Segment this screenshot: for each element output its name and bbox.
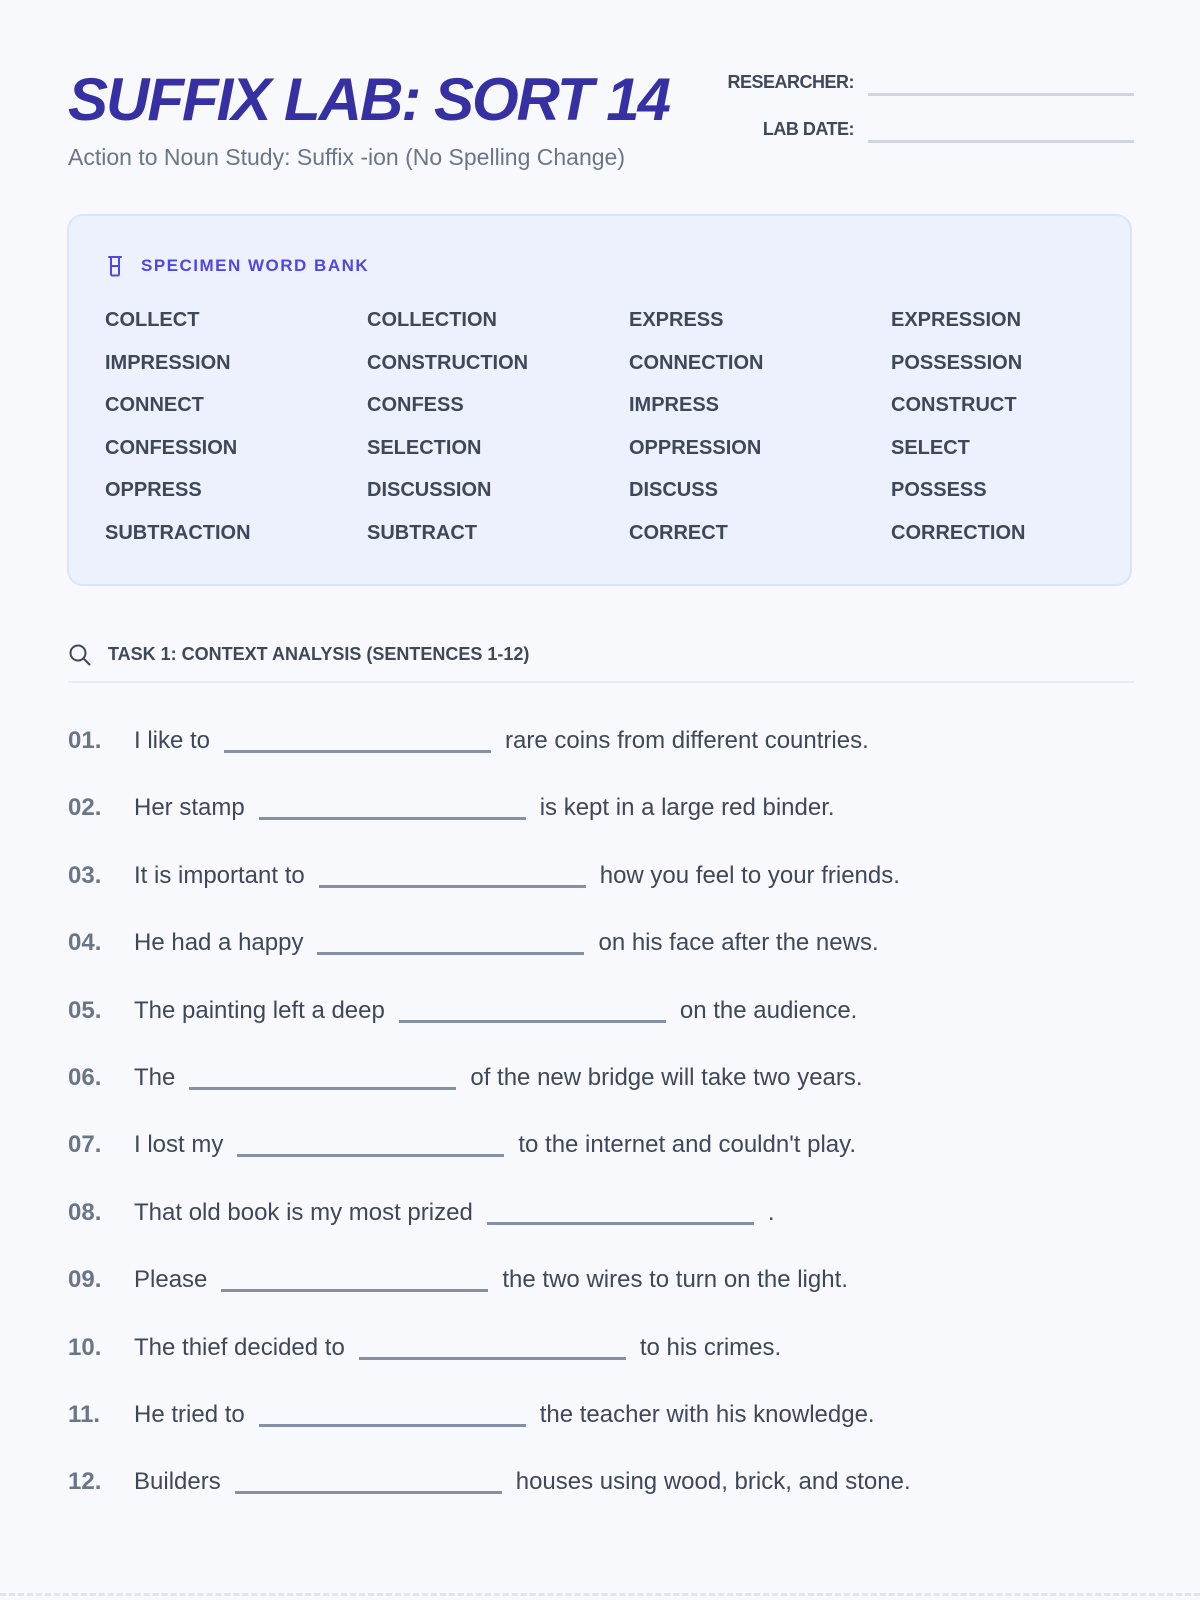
word-bank-word: CONFESS xyxy=(367,394,464,416)
sentence-text-before: He tried to xyxy=(134,1401,245,1428)
word-bank-word: COLLECTION xyxy=(367,309,497,331)
answer-blank[interactable] xyxy=(259,817,526,820)
sentence-text-before: He had a happy xyxy=(134,929,304,957)
word-bank-word: CORRECT xyxy=(629,521,728,544)
answer-blank[interactable] xyxy=(487,1222,754,1225)
word-bank-word: CONSTRUCT xyxy=(891,394,1017,416)
researcher-row xyxy=(700,68,1134,98)
sentence-item xyxy=(68,1059,863,1093)
researcher-field[interactable] xyxy=(868,93,1134,96)
answer-blank[interactable] xyxy=(221,1289,488,1292)
sentence-item xyxy=(68,1329,781,1363)
sentence-text-after: on his face after the news. xyxy=(598,929,879,957)
page-bottom-border xyxy=(0,1593,1200,1596)
word-bank-title: SPECIMEN WORD BANK xyxy=(141,256,370,275)
word-bank-word: EXPRESSION xyxy=(891,309,1022,331)
word-bank-word: CORRECTION xyxy=(891,521,1026,544)
word-bank-word: CONSTRUCTION xyxy=(367,351,529,374)
sentence-number: 11. xyxy=(68,1401,101,1428)
sentence-item xyxy=(68,1261,848,1295)
sentence-text-after: houses using wood, brick, and stone. xyxy=(515,1468,911,1496)
sentence-text-after: the two wires to turn on the light. xyxy=(502,1266,848,1294)
sentence-number: 02. xyxy=(68,794,102,822)
sentence-number: 08. xyxy=(68,1198,102,1226)
word-bank-word: EXPRESS xyxy=(629,309,724,331)
word-bank-word: DISCUSS xyxy=(629,479,718,501)
sentence-number: 12. xyxy=(68,1468,102,1496)
word-bank-word: IMPRESSION xyxy=(105,351,231,374)
sentence-item xyxy=(68,1194,774,1228)
sentence-number: 09. xyxy=(68,1266,102,1294)
sentence-item xyxy=(68,992,857,1026)
page-title: SUFFIX LAB: SORT 14 xyxy=(68,66,669,133)
word-bank-word: OPPRESS xyxy=(105,479,202,501)
sentence-text-after: the teacher with his knowledge. xyxy=(539,1401,875,1428)
sentence-number: 07. xyxy=(68,1131,102,1159)
answer-blank[interactable] xyxy=(319,885,586,888)
sentence-text-before: The xyxy=(134,1064,176,1091)
sentence-text-before: The thief decided to xyxy=(134,1333,345,1361)
word-bank-word: IMPRESS xyxy=(629,394,720,416)
sentence-text-before: I lost my xyxy=(134,1131,224,1159)
sentence-text-before: That old book is my most prized xyxy=(134,1198,473,1226)
word-bank-word: SELECTION xyxy=(367,436,482,459)
answer-blank[interactable] xyxy=(224,750,491,753)
sentence-text-after: rare coins from different countries. xyxy=(505,727,869,754)
word-bank-word: OPPRESSION xyxy=(629,436,762,459)
answer-blank[interactable] xyxy=(237,1154,504,1157)
word-bank-word: COLLECT xyxy=(105,309,200,331)
sentence-item xyxy=(68,857,900,891)
beaker-icon xyxy=(107,255,123,277)
sentence-text-before: Builders xyxy=(134,1468,221,1496)
sentence-item xyxy=(68,1396,875,1430)
sentence-text-after: . xyxy=(767,1198,775,1226)
search-icon xyxy=(68,643,92,667)
answer-blank[interactable] xyxy=(235,1491,502,1494)
word-bank-word: CONFESSION xyxy=(105,436,238,459)
answer-blank[interactable] xyxy=(259,1424,526,1427)
lab-date-field[interactable] xyxy=(868,140,1134,143)
page-subtitle: Action to Noun Study: Suffix -ion (No Spelling Change) xyxy=(68,144,625,170)
sentence-item xyxy=(68,1463,911,1497)
sentence-item xyxy=(68,789,835,823)
sentence-number: 03. xyxy=(68,861,102,889)
sentence-text-before: I like to xyxy=(134,727,211,754)
word-bank-grid xyxy=(105,307,1125,562)
word-bank-panel xyxy=(67,214,1132,586)
section-divider xyxy=(68,681,1134,683)
sentence-item xyxy=(68,924,879,958)
sentence-number: 10. xyxy=(68,1333,102,1361)
word-bank-word: CONNECT xyxy=(105,394,204,416)
sentence-text-after: to his crimes. xyxy=(639,1333,782,1361)
sentence-text-before: It is important to xyxy=(134,861,305,889)
lab-date-row xyxy=(700,115,1134,145)
word-bank-word: DISCUSSION xyxy=(367,479,492,501)
lab-date-label: LAB DATE: xyxy=(762,119,854,139)
sentence-number: 01. xyxy=(68,727,102,754)
word-bank-word: SUBTRACT xyxy=(367,521,477,544)
answer-blank[interactable] xyxy=(399,1020,666,1023)
word-bank-word: POSSESS xyxy=(891,479,987,501)
researcher-label: RESEARCHER: xyxy=(727,72,854,92)
sentence-text-after: on the audience. xyxy=(679,996,858,1024)
answer-blank[interactable] xyxy=(317,952,584,955)
word-bank-word: SUBTRACTION xyxy=(105,521,251,544)
sentence-text-after: to the internet and couldn't play. xyxy=(518,1131,857,1159)
answer-blank[interactable] xyxy=(359,1357,626,1360)
sentence-number: 04. xyxy=(68,929,102,957)
word-bank-word: POSSESSION xyxy=(891,351,1023,374)
sentence-item xyxy=(68,1126,856,1160)
answer-blank[interactable] xyxy=(189,1087,456,1090)
sentence-text-before: The painting left a deep xyxy=(134,996,385,1024)
sentence-text-before: Please xyxy=(134,1266,208,1294)
sentence-number: 05. xyxy=(68,996,102,1024)
task-title: TASK 1: CONTEXT ANALYSIS (SENTENCES 1-12) xyxy=(108,644,530,664)
sentence-item xyxy=(68,722,869,756)
sentence-text-after: is kept in a large red binder. xyxy=(539,794,835,822)
sentence-text-before: Her stamp xyxy=(134,794,245,822)
word-bank-word: CONNECTION xyxy=(629,351,764,374)
sentence-text-after: of the new bridge will take two years. xyxy=(470,1064,863,1091)
sentence-text-after: how you feel to your friends. xyxy=(599,861,900,889)
sentence-number: 06. xyxy=(68,1064,102,1091)
word-bank-word: SELECT xyxy=(891,436,970,459)
